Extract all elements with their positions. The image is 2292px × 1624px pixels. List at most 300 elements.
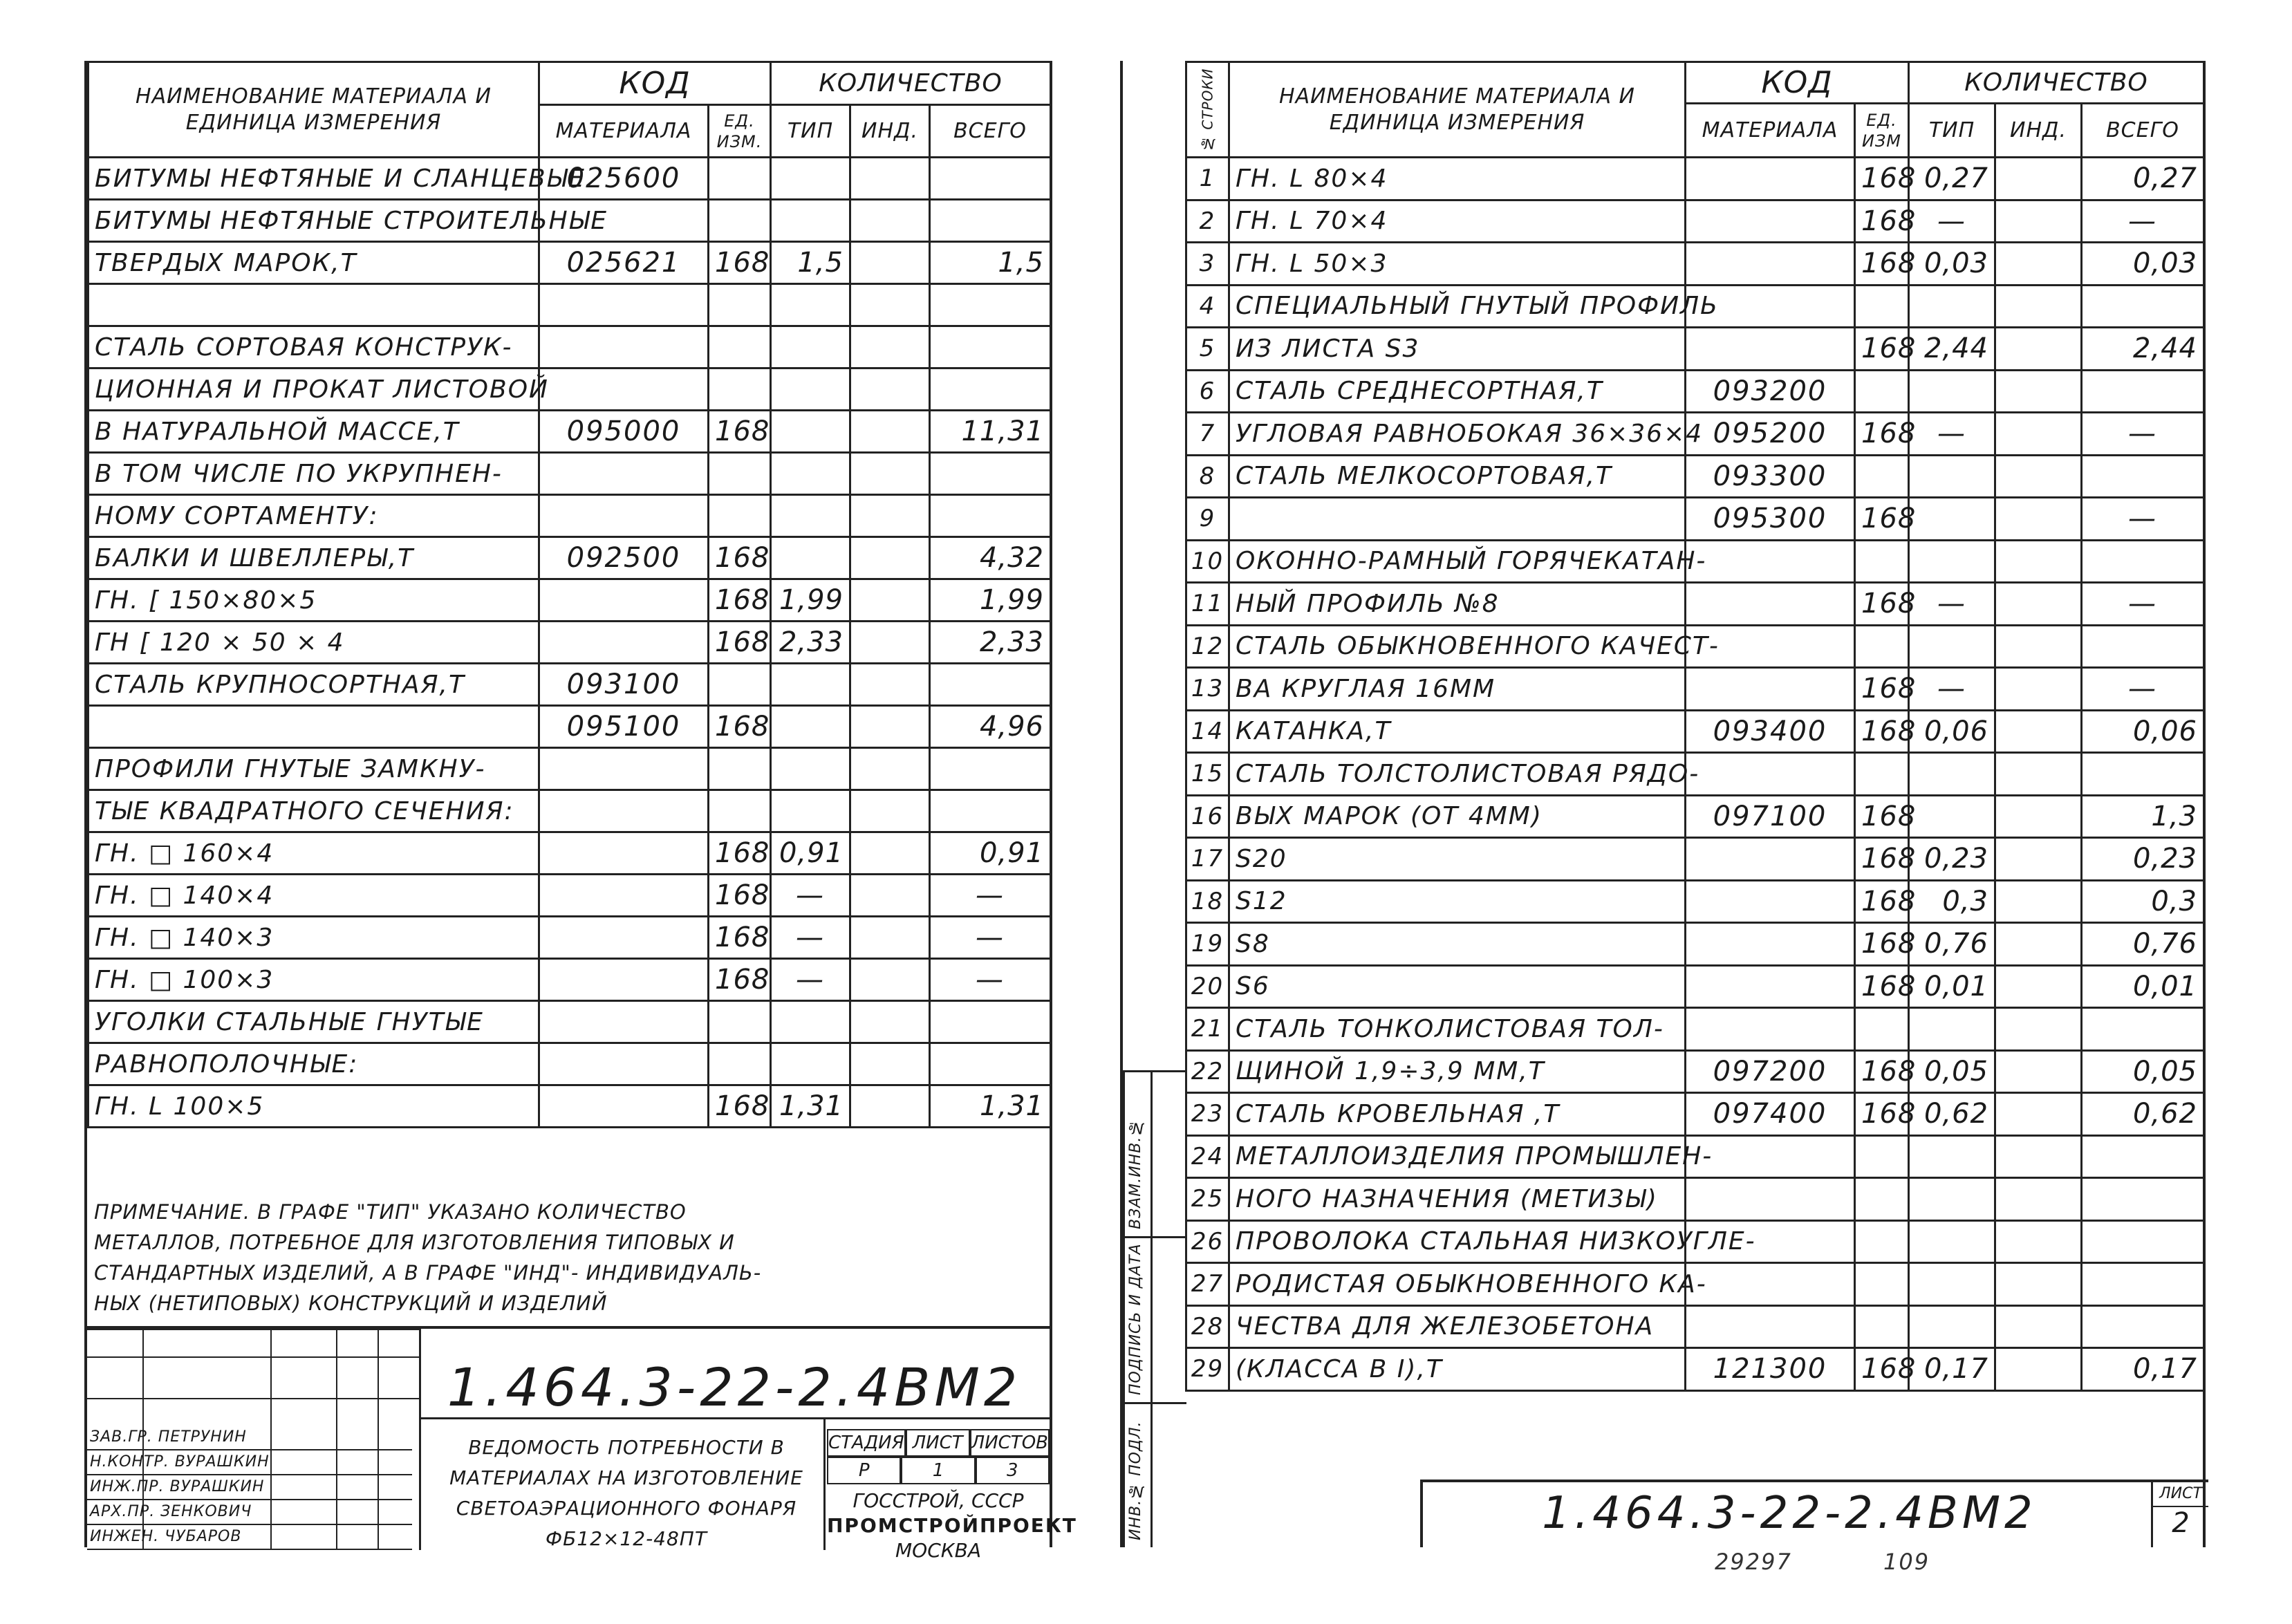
qty-typ [771,495,850,537]
org-line: ПРОМСТРОЙПРОЕКТ [827,1514,1077,1537]
table-row [1186,498,2204,541]
qty-total: 0,03 [2082,243,2204,286]
table-row [1186,965,2204,1008]
material-name: НОМУ СОРТАМЕНТУ: [88,495,539,537]
qty-ind [850,453,930,495]
material-code: 092500 [539,537,709,579]
material-name: ГН. L 100×5 [88,1085,539,1128]
unit-code [1855,540,1909,583]
unit-code: 168 [709,875,771,917]
qty-total [930,326,1051,368]
qty-typ: 0,17 [1909,1348,1995,1391]
material-name: СПЕЦИАЛЬНЫЙ ГНУТЫЙ ПРОФИЛЬ [1229,285,1686,328]
header-ind: ИНД. [850,105,930,158]
qty-typ: 1,5 [771,242,850,284]
material-name: S20 [1229,838,1686,881]
material-name: СТАЛЬ КРОВЕЛЬНАЯ ,Т [1229,1093,1686,1136]
note-line: НЫХ (НЕТИПОВЫХ) КОНСТРУКЦИЙ И ИЗДЕЛИЙ [94,1291,608,1315]
material-code [539,284,709,326]
qty-ind [1995,753,2082,796]
qty-ind [1995,1093,2082,1136]
qty-total: 2,33 [930,622,1051,664]
table-row [1186,625,2204,668]
qty-total: 0,3 [2082,880,2204,923]
qty-typ: — [771,959,850,1001]
signature-row: ИНЖЕН. ЧУБАРОВ [87,1525,412,1550]
qty-typ [771,326,850,368]
qty-total: — [2082,583,2204,626]
table-row [1186,1305,2204,1348]
material-name: ГН. □ 100×3 [88,959,539,1001]
table-row [88,158,1051,200]
qty-typ [771,664,850,706]
qty-ind [1995,200,2082,243]
qty-typ [1909,1178,1995,1221]
material-name: ВЫХ МАРОК (ОТ 4ММ) [1229,795,1686,838]
unit-code [709,326,771,368]
qty-ind [1995,710,2082,753]
material-name: ГН. L 80×4 [1229,158,1686,200]
header-material: МАТЕРИАЛА [539,105,709,158]
qty-typ [1909,753,1995,796]
qty-total: 1,99 [930,579,1051,622]
unit-code: 168 [709,959,771,1001]
qty-typ [1909,370,1995,413]
material-code: 093400 [1686,710,1855,753]
material-name: В ТОМ ЧИСЛЕ ПО УКРУПНЕН- [88,453,539,495]
material-name: ГН. L 70×4 [1229,200,1686,243]
qty-typ: 0,62 [1909,1093,1995,1136]
material-code [539,959,709,1001]
header-unit: ЕД. ИЗМ [1855,104,1909,158]
material-code [539,790,709,832]
qty-ind [1995,1050,2082,1093]
row-number: 23 [1186,1093,1229,1136]
table-row [1186,1178,2204,1221]
material-code [1686,838,1855,881]
qty-total [2082,1178,2204,1221]
table-row [88,1043,1051,1085]
table-row [1186,413,2204,456]
qty-ind [1995,1263,2082,1306]
unit-code: 168 [709,622,771,664]
material-name: ИЗ ЛИСТА S3 [1229,328,1686,371]
qty-ind [850,411,930,453]
row-number: 24 [1186,1135,1229,1178]
note-line: ПРИМЕЧАНИЕ. В ГРАФЕ "ТИП" УКАЗАНО КОЛИЧЕСТВО [94,1200,687,1224]
right-title-block [1420,1480,2208,1547]
material-code: 095000 [539,411,709,453]
qty-typ [1909,1220,1995,1263]
unit-code [1855,370,1909,413]
qty-ind [1995,285,2082,328]
table-row [1186,455,2204,498]
qty-typ: — [771,875,850,917]
title-line: СВЕТОАЭРАЦИОННОГО ФОНАРЯ [456,1497,797,1520]
sheet-label: ЛИСТ [906,1429,970,1457]
header-code-group: КОД [1686,62,1909,104]
qty-total: 11,31 [930,411,1051,453]
qty-ind [1995,965,2082,1008]
header-typ: ТИП [1909,104,1995,158]
unit-code: 168 [709,917,771,959]
qty-ind [1995,413,2082,456]
unit-code [709,158,771,200]
sheet-box [2151,1482,2208,1547]
qty-total [930,664,1051,706]
table-row [88,917,1051,959]
qty-typ: 0,76 [1909,923,1995,966]
unit-code: 168 [1855,795,1909,838]
organization [827,1488,1077,1563]
qty-total [930,1001,1051,1043]
qty-typ: 0,01 [1909,965,1995,1008]
qty-typ [771,706,850,748]
left-materials-table [87,61,1052,1128]
material-name: (КЛАССА В I),Т [1229,1348,1686,1391]
unit-code [1855,1008,1909,1051]
unit-code: 168 [709,411,771,453]
row-number: 16 [1186,795,1229,838]
qty-typ [1909,625,1995,668]
table-row [88,1001,1051,1043]
unit-code [1855,625,1909,668]
qty-total: — [2082,668,2204,711]
unit-code: 168 [1855,158,1909,200]
material-code [1686,668,1855,711]
material-code [539,368,709,411]
note-block [87,1191,1050,1324]
org-line: ГОССТРОЙ, СССР [852,1489,1024,1512]
material-code [1686,1263,1855,1306]
qty-total: 0,01 [2082,965,2204,1008]
table-row [1186,923,2204,966]
right-materials-table [1185,61,2205,1392]
material-code: 093300 [1686,455,1855,498]
qty-typ: 1,99 [771,579,850,622]
table-row [1186,1093,2204,1136]
qty-typ [1909,1135,1995,1178]
material-name: РАВНОПОЛОЧНЫЕ: [88,1043,539,1085]
stage-value: Р [827,1457,901,1484]
material-code [1686,200,1855,243]
qty-total [930,1043,1051,1085]
qty-typ [1909,285,1995,328]
side-label-signature-date: ПОДПИСЬ И ДАТА [1127,1243,1144,1395]
material-name: ГН. □ 160×4 [88,832,539,875]
table-row [88,1085,1051,1128]
material-code [1686,540,1855,583]
qty-typ [771,1043,850,1085]
material-code [539,1043,709,1085]
note-line: СТАНДАРТНЫХ ИЗДЕЛИЙ, А В ГРАФЕ "ИНД"- ИНДИВИДУАЛЬ- [94,1261,762,1285]
qty-typ: 0,05 [1909,1050,1995,1093]
unit-code [1855,1220,1909,1263]
qty-ind [1995,1135,2082,1178]
material-code [539,832,709,875]
qty-ind [1995,1220,2082,1263]
header-qty-group: КОЛИЧЕСТВО [1909,62,2204,104]
qty-typ: 0,3 [1909,880,1995,923]
table-row [88,326,1051,368]
row-number: 28 [1186,1305,1229,1348]
table-row [88,875,1051,917]
qty-total [930,495,1051,537]
qty-typ [1909,455,1995,498]
table-row [1186,880,2204,923]
material-code: 097100 [1686,795,1855,838]
qty-typ: 0,23 [1909,838,1995,881]
header-ind: ИНД. [1995,104,2082,158]
material-name: СТАЛЬ СРЕДНЕСОРТНАЯ,Т [1229,370,1686,413]
unit-code [709,748,771,790]
qty-ind [1995,540,2082,583]
material-code: 095200 [1686,413,1855,456]
qty-total [930,158,1051,200]
table-row [88,537,1051,579]
unit-code [709,200,771,242]
qty-ind [850,664,930,706]
unit-code: 168 [1855,668,1909,711]
table-row [1186,1008,2204,1051]
qty-ind [850,748,930,790]
material-code [1686,1305,1855,1348]
qty-ind [850,158,930,200]
row-number: 25 [1186,1178,1229,1221]
note-line: МЕТАЛЛОВ, ПОТРЕБНОЕ ДЛЯ ИЗГОТОВЛЕНИЯ ТИПОВЫХ И [94,1231,735,1254]
material-name: S8 [1229,923,1686,966]
qty-total: — [2082,200,2204,243]
row-number: 27 [1186,1263,1229,1306]
qty-typ [771,748,850,790]
material-name: НЫЙ ПРОФИЛЬ №8 [1229,583,1686,626]
table-row [88,411,1051,453]
row-number: 19 [1186,923,1229,966]
material-name: ЧЕСТВА ДЛЯ ЖЕЛЕЗОБЕТОНА [1229,1305,1686,1348]
qty-typ [771,200,850,242]
material-name: КАТАНКА,Т [1229,710,1686,753]
qty-typ: — [771,917,850,959]
qty-ind [1995,625,2082,668]
footer-numbers [1715,1549,2013,1575]
table-row [1186,243,2204,286]
qty-ind [850,790,930,832]
left-table-body [88,158,1051,1128]
qty-ind [850,706,930,748]
unit-code: 168 [709,1085,771,1128]
row-number: 12 [1186,625,1229,668]
qty-ind [850,537,930,579]
unit-code [1855,1305,1909,1348]
table-row [1186,795,2204,838]
qty-ind [850,495,930,537]
qty-total: 0,06 [2082,710,2204,753]
row-number: 20 [1186,965,1229,1008]
qty-total: 0,91 [930,832,1051,875]
qty-typ [771,1001,850,1043]
qty-total [930,200,1051,242]
row-number: 11 [1186,583,1229,626]
header-total: ВСЕГО [2082,104,2204,158]
right-page [1120,61,2206,1547]
sheet-number: 2 [2172,1507,2190,1539]
qty-typ [1909,498,1995,541]
row-number: 26 [1186,1220,1229,1263]
title-line: ВЕДОМОСТЬ ПОТРЕБНОСТИ В [468,1436,785,1459]
unit-code: 168 [1855,923,1909,966]
qty-ind [1995,455,2082,498]
table-row [1186,710,2204,753]
qty-typ: — [1909,200,1995,243]
unit-code: 168 [1855,413,1909,456]
qty-total [2082,1220,2204,1263]
material-name: S6 [1229,965,1686,1008]
qty-total: 0,17 [2082,1348,2204,1391]
qty-typ [771,368,850,411]
material-code [1686,1178,1855,1221]
row-number: 3 [1186,243,1229,286]
qty-ind [1995,583,2082,626]
document-title [433,1432,820,1554]
table-row [1186,753,2204,796]
unit-code [1855,1263,1909,1306]
material-code [1686,923,1855,966]
sheet-label: ЛИСТ [2153,1482,2208,1507]
qty-ind [850,917,930,959]
qty-typ [771,284,850,326]
material-code [1686,158,1855,200]
qty-ind [1995,498,2082,541]
material-name: БАЛКИ И ШВЕЛЛЕРЫ,Т [88,537,539,579]
material-code [539,453,709,495]
unit-code: 168 [709,242,771,284]
unit-code [709,1043,771,1085]
row-number: 1 [1186,158,1229,200]
table-row [1186,1135,2204,1178]
qty-typ [1909,540,1995,583]
qty-total: 0,23 [2082,838,2204,881]
qty-ind [850,1085,930,1128]
header-name: НАИМЕНОВАНИЕ МАТЕРИАЛА И ЕДИНИЦА ИЗМЕРЕНИЯ [1229,62,1686,158]
qty-ind [850,368,930,411]
qty-typ: 0,03 [1909,243,1995,286]
unit-code [709,1001,771,1043]
row-number: 13 [1186,668,1229,711]
unit-code: 168 [1855,243,1909,286]
material-code [539,875,709,917]
qty-typ [771,158,850,200]
unit-code: 168 [709,537,771,579]
qty-total: 4,32 [930,537,1051,579]
material-name: ТЫЕ КВАДРАТНОГО СЕЧЕНИЯ: [88,790,539,832]
qty-total: 0,05 [2082,1050,2204,1093]
qty-typ: 0,27 [1909,158,1995,200]
qty-typ [771,453,850,495]
title-line: ФБ12×12-48ПТ [546,1527,707,1550]
row-number: 18 [1186,880,1229,923]
unit-code: 168 [1855,838,1909,881]
unit-code [709,790,771,832]
material-code: 093200 [1686,370,1855,413]
qty-total [2082,1008,2204,1051]
table-row [88,495,1051,537]
document-code: 1.464.3-22-2.4ВМ2 [1542,1488,2037,1539]
qty-ind [850,1001,930,1043]
table-row [1186,285,2204,328]
material-name: ГН [ 120 × 50 × 4 [88,622,539,664]
qty-total: 0,27 [2082,158,2204,200]
qty-ind [1995,880,2082,923]
material-name: СТАЛЬ ТОНКОЛИСТОВАЯ ТОЛ- [1229,1008,1686,1051]
signature-row: ИНЖ.ПР. ВУРАШКИН [87,1475,412,1500]
material-code [539,495,709,537]
unit-code [1855,753,1909,796]
qty-total [2082,753,2204,796]
qty-ind [850,622,930,664]
title-block [87,1326,1077,1562]
unit-code [1855,285,1909,328]
qty-total [2082,285,2204,328]
unit-code: 168 [709,832,771,875]
qty-ind [1995,795,2082,838]
row-number: 15 [1186,753,1229,796]
row-number: 6 [1186,370,1229,413]
table-row [88,790,1051,832]
qty-total [2082,370,2204,413]
qty-typ: — [1909,668,1995,711]
side-label-original-inv: ИНВ.№ ПОДЛ. [1127,1421,1144,1540]
material-name: УГОЛКИ СТАЛЬНЫЕ ГНУТЫЕ [88,1001,539,1043]
header-rownum: № СТРОКИ [1186,62,1229,158]
material-name: ГН. □ 140×3 [88,917,539,959]
qty-total [2082,1135,2204,1178]
material-name [1229,498,1686,541]
stage-label: СТАДИЯ [827,1429,906,1457]
unit-code: 168 [1855,200,1909,243]
material-name: В НАТУРАЛЬНОЙ МАССЕ,Т [88,411,539,453]
material-name: СТАЛЬ СОРТОВАЯ КОНСТРУК- [88,326,539,368]
row-number: 17 [1186,838,1229,881]
unit-code: 168 [709,706,771,748]
unit-code [1855,1178,1909,1221]
qty-total: — [930,959,1051,1001]
qty-ind [850,200,930,242]
material-name: УГЛОВАЯ РАВНОБОКАЯ 36×36×4 [1229,413,1686,456]
qty-ind [850,579,930,622]
document-code: 1.464.3-22-2.4ВМ2 [447,1356,1022,1418]
qty-ind [850,284,930,326]
qty-ind [1995,1305,2082,1348]
material-name: МЕТАЛЛОИЗДЕЛИЯ ПРОМЫШЛЕН- [1229,1135,1686,1178]
qty-typ: — [1909,413,1995,456]
unit-code: 168 [1855,1050,1909,1093]
header-unit: ЕД. ИЗМ. [709,105,771,158]
material-code [539,326,709,368]
right-table-body [1186,158,2204,1391]
material-name: ПРОФИЛИ ГНУТЫЕ ЗАМКНУ- [88,748,539,790]
qty-total [2082,1263,2204,1306]
material-code: 121300 [1686,1348,1855,1391]
material-code [1686,583,1855,626]
material-code [539,1085,709,1128]
row-number: 4 [1186,285,1229,328]
qty-total: 0,76 [2082,923,2204,966]
qty-total: — [2082,413,2204,456]
qty-typ [771,411,850,453]
unit-code: 168 [1855,965,1909,1008]
unit-code: 168 [1855,1348,1909,1391]
unit-code: 168 [1855,328,1909,371]
